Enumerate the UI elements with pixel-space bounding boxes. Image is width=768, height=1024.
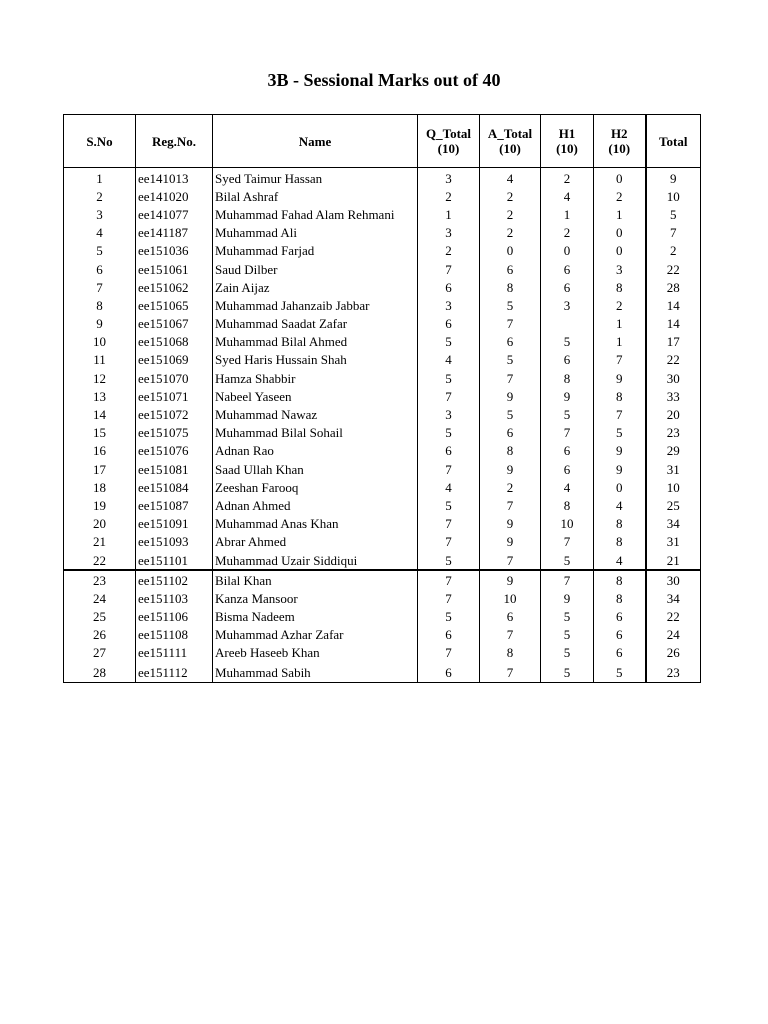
cell-regno: ee151068 (136, 333, 213, 351)
table-row (64, 644, 701, 662)
cell-h1: 1 (541, 205, 594, 223)
cell-h2: 8 (594, 570, 646, 589)
cell-sno: 14 (64, 405, 136, 423)
cell-name: Adnan Rao (213, 442, 418, 460)
cell-h1: 3 (541, 296, 594, 314)
cell-h2: 0 (594, 224, 646, 242)
cell-a-total: 7 (480, 315, 541, 333)
cell-h2: 8 (594, 533, 646, 551)
cell-name: Hamza Shabbir (213, 369, 418, 387)
cell-a-total: 7 (480, 369, 541, 387)
cell-sno: 25 (64, 608, 136, 626)
cell-name: Muhammad Fahad Alam Rehmani (213, 205, 418, 223)
table-row (64, 369, 701, 387)
cell-a-total: 7 (480, 551, 541, 570)
cell-regno: ee141020 (136, 187, 213, 205)
cell-q-total: 2 (418, 242, 480, 260)
cell-h2: 1 (594, 315, 646, 333)
cell-q-total: 5 (418, 369, 480, 387)
cell-regno: ee151111 (136, 644, 213, 662)
header-a-total-max: (10) (499, 141, 521, 156)
cell-total: 20 (646, 405, 701, 423)
cell-total: 24 (646, 626, 701, 644)
cell-total: 34 (646, 515, 701, 533)
cell-q-total: 7 (418, 515, 480, 533)
cell-regno: ee151108 (136, 626, 213, 644)
cell-regno: ee151067 (136, 315, 213, 333)
cell-total: 14 (646, 296, 701, 314)
table-row (64, 460, 701, 478)
table-header (64, 115, 701, 168)
cell-regno: ee151061 (136, 260, 213, 278)
cell-sno: 13 (64, 387, 136, 405)
cell-total: 28 (646, 278, 701, 296)
cell-h1: 7 (541, 424, 594, 442)
cell-a-total: 6 (480, 608, 541, 626)
table-row (64, 187, 701, 205)
table-row (64, 662, 701, 683)
cell-sno: 21 (64, 533, 136, 551)
cell-sno: 9 (64, 315, 136, 333)
table-row (64, 589, 701, 607)
cell-q-total: 5 (418, 496, 480, 514)
cell-name: Muhammad Uzair Siddiqui (213, 551, 418, 570)
cell-q-total: 7 (418, 460, 480, 478)
cell-name: Muhammad Farjad (213, 242, 418, 260)
cell-q-total: 6 (418, 315, 480, 333)
header-h2-label: H2 (610, 126, 628, 141)
cell-h1: 5 (541, 644, 594, 662)
cell-name: Muhammad Saadat Zafar (213, 315, 418, 333)
cell-sno: 6 (64, 260, 136, 278)
cell-regno: ee151065 (136, 296, 213, 314)
cell-q-total: 7 (418, 533, 480, 551)
cell-name: Bisma Nadeem (213, 608, 418, 626)
cell-a-total: 8 (480, 644, 541, 662)
header-h1-max: (10) (556, 141, 578, 156)
cell-sno: 24 (64, 589, 136, 607)
cell-name: Muhammad Jahanzaib Jabbar (213, 296, 418, 314)
cell-sno: 2 (64, 187, 136, 205)
header-sno: S.No (64, 115, 136, 168)
cell-total: 31 (646, 533, 701, 551)
cell-total: 26 (646, 644, 701, 662)
cell-total: 30 (646, 369, 701, 387)
cell-sno: 5 (64, 242, 136, 260)
cell-h1: 7 (541, 533, 594, 551)
cell-h1: 9 (541, 589, 594, 607)
cell-h2: 0 (594, 242, 646, 260)
cell-h1: 5 (541, 608, 594, 626)
table-body (64, 168, 701, 683)
cell-a-total: 9 (480, 533, 541, 551)
cell-h1: 10 (541, 515, 594, 533)
cell-name: Bilal Khan (213, 570, 418, 589)
cell-name: Muhammad Nawaz (213, 405, 418, 423)
cell-q-total: 7 (418, 570, 480, 589)
cell-h2: 0 (594, 168, 646, 188)
cell-total: 29 (646, 442, 701, 460)
header-q-total-label: Q_Total (425, 126, 472, 141)
cell-total: 2 (646, 242, 701, 260)
cell-h2: 8 (594, 589, 646, 607)
header-total: Total (646, 115, 701, 168)
cell-q-total: 7 (418, 260, 480, 278)
cell-total: 25 (646, 496, 701, 514)
cell-h2: 9 (594, 369, 646, 387)
cell-name: Muhammad Bilal Ahmed (213, 333, 418, 351)
cell-regno: ee141077 (136, 205, 213, 223)
header-name: Name (213, 115, 418, 168)
cell-a-total: 6 (480, 333, 541, 351)
cell-total: 9 (646, 168, 701, 188)
cell-total: 14 (646, 315, 701, 333)
cell-total: 33 (646, 387, 701, 405)
cell-sno: 23 (64, 570, 136, 589)
cell-a-total: 7 (480, 626, 541, 644)
cell-name: Saud Dilber (213, 260, 418, 278)
table-row (64, 351, 701, 369)
table-row (64, 424, 701, 442)
cell-regno: ee151084 (136, 478, 213, 496)
cell-h1: 7 (541, 570, 594, 589)
table-row (64, 626, 701, 644)
table-row (64, 242, 701, 260)
cell-sno: 26 (64, 626, 136, 644)
cell-a-total: 2 (480, 224, 541, 242)
cell-total: 23 (646, 662, 701, 683)
cell-a-total: 7 (480, 662, 541, 683)
cell-sno: 15 (64, 424, 136, 442)
cell-regno: ee151101 (136, 551, 213, 570)
cell-q-total: 3 (418, 168, 480, 188)
cell-regno: ee141013 (136, 168, 213, 188)
cell-h1: 8 (541, 496, 594, 514)
cell-a-total: 2 (480, 187, 541, 205)
table-row (64, 608, 701, 626)
cell-name: Syed Haris Hussain Shah (213, 351, 418, 369)
cell-a-total: 4 (480, 168, 541, 188)
cell-total: 31 (646, 460, 701, 478)
cell-total: 34 (646, 589, 701, 607)
cell-regno: ee151081 (136, 460, 213, 478)
cell-sno: 27 (64, 644, 136, 662)
cell-h2: 6 (594, 626, 646, 644)
cell-sno: 18 (64, 478, 136, 496)
cell-h2: 3 (594, 260, 646, 278)
table-row (64, 515, 701, 533)
cell-h1: 6 (541, 278, 594, 296)
cell-a-total: 2 (480, 478, 541, 496)
cell-q-total: 7 (418, 589, 480, 607)
table-row (64, 278, 701, 296)
header-q-total (418, 115, 480, 168)
cell-regno: ee151072 (136, 405, 213, 423)
cell-h1: 6 (541, 351, 594, 369)
cell-h2: 7 (594, 405, 646, 423)
cell-a-total: 9 (480, 570, 541, 589)
cell-a-total: 5 (480, 351, 541, 369)
cell-name: Bilal Ashraf (213, 187, 418, 205)
cell-regno: ee151106 (136, 608, 213, 626)
cell-total: 5 (646, 205, 701, 223)
cell-a-total: 5 (480, 296, 541, 314)
cell-name: Zain Aijaz (213, 278, 418, 296)
cell-q-total: 6 (418, 442, 480, 460)
cell-h2: 5 (594, 662, 646, 683)
cell-sno: 19 (64, 496, 136, 514)
cell-name: Areeb Haseeb Khan (213, 644, 418, 662)
header-row (64, 115, 701, 168)
cell-regno: ee151091 (136, 515, 213, 533)
cell-a-total: 2 (480, 205, 541, 223)
cell-a-total: 6 (480, 260, 541, 278)
cell-h1: 5 (541, 551, 594, 570)
cell-sno: 17 (64, 460, 136, 478)
cell-name: Muhammad Azhar Zafar (213, 626, 418, 644)
cell-h2: 1 (594, 205, 646, 223)
cell-total: 21 (646, 551, 701, 570)
cell-name: Muhammad Bilal Sohail (213, 424, 418, 442)
cell-regno: ee151062 (136, 278, 213, 296)
cell-total: 10 (646, 478, 701, 496)
cell-sno: 7 (64, 278, 136, 296)
header-q-total-max: (10) (437, 141, 460, 156)
marks-table (63, 114, 701, 683)
table-row (64, 551, 701, 570)
cell-regno: ee151076 (136, 442, 213, 460)
cell-q-total: 5 (418, 424, 480, 442)
table-row (64, 570, 701, 589)
cell-sno: 22 (64, 551, 136, 570)
cell-q-total: 7 (418, 387, 480, 405)
cell-a-total: 0 (480, 242, 541, 260)
cell-total: 22 (646, 260, 701, 278)
header-a-total-label: A_Total (487, 126, 533, 141)
cell-regno: ee151103 (136, 589, 213, 607)
header-a-total (480, 115, 541, 168)
cell-h1: 5 (541, 333, 594, 351)
cell-a-total: 6 (480, 424, 541, 442)
cell-sno: 10 (64, 333, 136, 351)
cell-name: Kanza Mansoor (213, 589, 418, 607)
cell-h2: 9 (594, 442, 646, 460)
cell-a-total: 8 (480, 278, 541, 296)
cell-name: Abrar Ahmed (213, 533, 418, 551)
table-row (64, 333, 701, 351)
cell-q-total: 5 (418, 333, 480, 351)
cell-h1 (541, 315, 594, 333)
cell-a-total: 5 (480, 405, 541, 423)
cell-sno: 16 (64, 442, 136, 460)
cell-h1: 6 (541, 260, 594, 278)
cell-total: 22 (646, 351, 701, 369)
cell-regno: ee151112 (136, 662, 213, 683)
cell-name: Syed Taimur Hassan (213, 168, 418, 188)
cell-regno: ee151070 (136, 369, 213, 387)
table-row (64, 224, 701, 242)
cell-h1: 6 (541, 442, 594, 460)
cell-total: 30 (646, 570, 701, 589)
cell-q-total: 6 (418, 278, 480, 296)
cell-h1: 5 (541, 662, 594, 683)
table-row (64, 442, 701, 460)
cell-name: Adnan Ahmed (213, 496, 418, 514)
cell-q-total: 4 (418, 478, 480, 496)
cell-q-total: 3 (418, 224, 480, 242)
cell-h1: 2 (541, 168, 594, 188)
cell-total: 10 (646, 187, 701, 205)
cell-name: Saad Ullah Khan (213, 460, 418, 478)
cell-h1: 8 (541, 369, 594, 387)
cell-h1: 5 (541, 405, 594, 423)
cell-q-total: 7 (418, 644, 480, 662)
cell-total: 17 (646, 333, 701, 351)
cell-regno: ee151093 (136, 533, 213, 551)
cell-h1: 5 (541, 626, 594, 644)
table-row (64, 168, 701, 188)
table-row (64, 260, 701, 278)
cell-h2: 1 (594, 333, 646, 351)
cell-h2: 7 (594, 351, 646, 369)
cell-q-total: 2 (418, 187, 480, 205)
cell-regno: ee141187 (136, 224, 213, 242)
table-row (64, 405, 701, 423)
cell-h2: 0 (594, 478, 646, 496)
cell-h2: 8 (594, 515, 646, 533)
cell-regno: ee151102 (136, 570, 213, 589)
header-regno: Reg.No. (136, 115, 213, 168)
table-row (64, 205, 701, 223)
cell-total: 7 (646, 224, 701, 242)
cell-h2: 6 (594, 608, 646, 626)
cell-h1: 2 (541, 224, 594, 242)
cell-h2: 5 (594, 424, 646, 442)
table-row (64, 387, 701, 405)
cell-total: 23 (646, 424, 701, 442)
table-row (64, 315, 701, 333)
cell-h1: 6 (541, 460, 594, 478)
cell-q-total: 6 (418, 662, 480, 683)
cell-name: Zeeshan Farooq (213, 478, 418, 496)
cell-sno: 1 (64, 168, 136, 188)
cell-a-total: 10 (480, 589, 541, 607)
cell-regno: ee151069 (136, 351, 213, 369)
cell-h2: 2 (594, 296, 646, 314)
cell-name: Nabeel Yaseen (213, 387, 418, 405)
cell-h2: 9 (594, 460, 646, 478)
cell-sno: 12 (64, 369, 136, 387)
cell-sno: 4 (64, 224, 136, 242)
cell-h2: 4 (594, 551, 646, 570)
cell-name: Muhammad Sabih (213, 662, 418, 683)
cell-q-total: 4 (418, 351, 480, 369)
cell-sno: 11 (64, 351, 136, 369)
cell-h2: 8 (594, 387, 646, 405)
cell-a-total: 7 (480, 496, 541, 514)
cell-q-total: 1 (418, 205, 480, 223)
cell-h2: 2 (594, 187, 646, 205)
cell-sno: 8 (64, 296, 136, 314)
cell-name: Muhammad Ali (213, 224, 418, 242)
cell-sno: 28 (64, 662, 136, 683)
cell-h2: 6 (594, 644, 646, 662)
cell-a-total: 8 (480, 442, 541, 460)
cell-a-total: 9 (480, 387, 541, 405)
header-h2 (594, 115, 646, 168)
cell-h1: 4 (541, 187, 594, 205)
cell-a-total: 9 (480, 515, 541, 533)
table-row (64, 496, 701, 514)
table-row (64, 533, 701, 551)
cell-q-total: 5 (418, 551, 480, 570)
cell-h1: 0 (541, 242, 594, 260)
cell-q-total: 3 (418, 405, 480, 423)
cell-regno: ee151071 (136, 387, 213, 405)
header-h2-max: (10) (608, 141, 631, 156)
cell-h1: 4 (541, 478, 594, 496)
cell-sno: 20 (64, 515, 136, 533)
cell-total: 22 (646, 608, 701, 626)
cell-name: Muhammad Anas Khan (213, 515, 418, 533)
cell-h2: 8 (594, 278, 646, 296)
page-title: 3B - Sessional Marks out of 40 (267, 70, 501, 90)
cell-q-total: 5 (418, 608, 480, 626)
cell-q-total: 3 (418, 296, 480, 314)
cell-q-total: 6 (418, 626, 480, 644)
cell-a-total: 9 (480, 460, 541, 478)
table-row (64, 478, 701, 496)
cell-h1: 9 (541, 387, 594, 405)
cell-regno: ee151087 (136, 496, 213, 514)
cell-sno: 3 (64, 205, 136, 223)
table-row (64, 296, 701, 314)
cell-regno: ee151036 (136, 242, 213, 260)
header-h1-label: H1 (558, 126, 576, 141)
cell-h2: 4 (594, 496, 646, 514)
header-h1 (541, 115, 594, 168)
cell-regno: ee151075 (136, 424, 213, 442)
